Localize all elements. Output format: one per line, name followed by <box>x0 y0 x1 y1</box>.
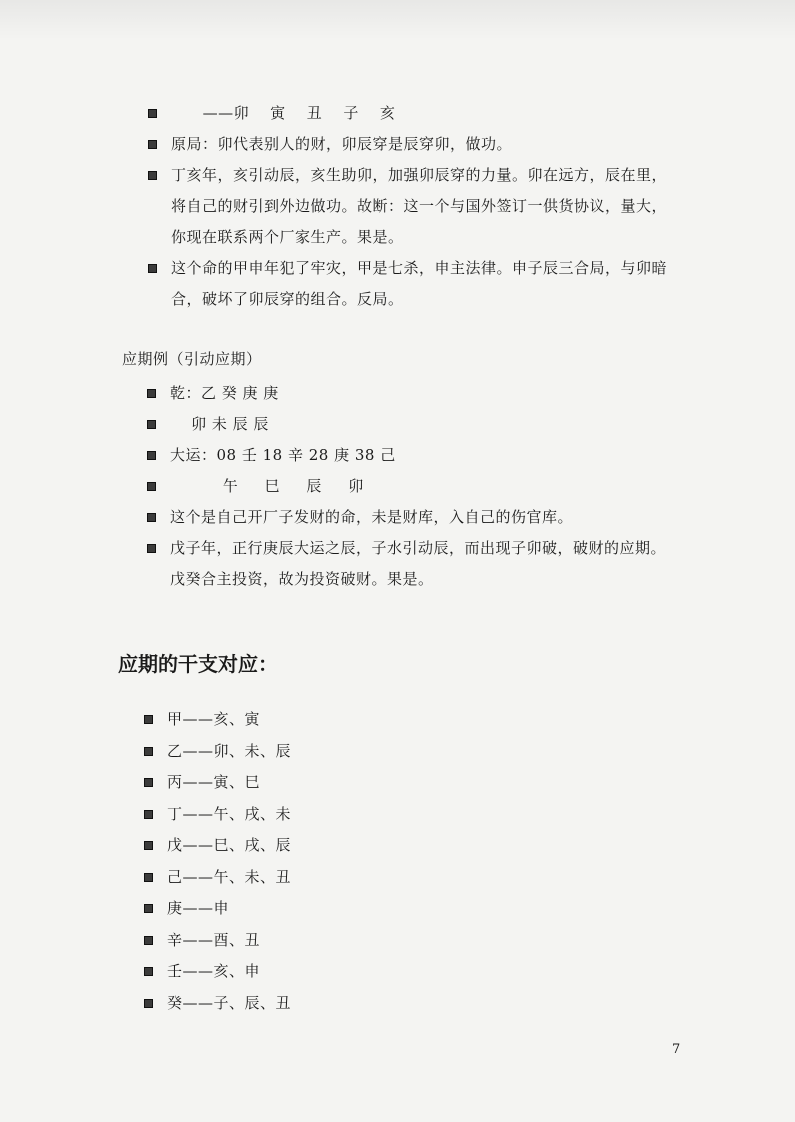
square-bullet-icon <box>147 389 156 398</box>
section-heading: 应期的干支对应： <box>118 652 278 676</box>
line-text: 原局：卯代表别人的财，卯辰穿是辰穿卯，做功。 <box>171 135 513 153</box>
list-item <box>148 129 708 160</box>
list-item <box>144 956 718 988</box>
square-bullet-icon <box>147 513 156 522</box>
square-bullet-icon <box>144 715 153 724</box>
scan-shadow <box>0 0 795 40</box>
square-bullet-icon <box>144 778 153 787</box>
square-bullet-icon <box>144 999 153 1008</box>
section-correspondence <box>118 650 718 1019</box>
list-item-continuation <box>147 564 722 595</box>
square-bullet-icon <box>148 171 157 180</box>
line-text: 将自己的财引到外边做功。故断：这一个与国外签订一供货协议，量大， <box>171 197 668 215</box>
list-item <box>144 830 718 862</box>
line-text: 大运：08 壬 18 辛 28 庚 38 己 <box>170 446 396 464</box>
square-bullet-icon <box>147 482 156 491</box>
list-item <box>144 767 718 799</box>
line-text: 你现在联系两个厂家生产。果是。 <box>171 228 404 246</box>
square-bullet-icon <box>144 747 153 756</box>
list-item-continuation <box>148 191 708 222</box>
section-example <box>122 348 722 595</box>
line-text: 这个命的甲申年犯了牢灾，甲是七杀，申主法律。申子辰三合局，与卯暗 <box>171 259 668 277</box>
list-item <box>148 253 708 284</box>
list-item <box>144 704 718 736</box>
list-item <box>144 736 718 768</box>
item-text: 庚——申 <box>167 899 230 917</box>
item-text: 丁——午、戌、未 <box>167 804 292 823</box>
item-text: 己——午、未、丑 <box>167 867 292 886</box>
square-bullet-icon <box>148 140 157 149</box>
list-item <box>148 98 708 129</box>
line-text: 卯 未 辰 辰 <box>170 415 269 433</box>
list-item <box>144 862 718 894</box>
line-text: 乾：乙 癸 庚 庚 <box>170 384 279 402</box>
square-bullet-icon <box>144 810 153 819</box>
list-item <box>147 471 722 502</box>
page-number: 7 <box>672 1042 681 1057</box>
list-item <box>147 378 722 409</box>
line-text: ——卯 寅 丑 子 亥 <box>171 104 396 122</box>
square-bullet-icon <box>147 420 156 429</box>
item-text: 壬——亥、申 <box>167 962 261 980</box>
item-text: 戊——巳、戌、辰 <box>167 836 292 854</box>
list-item <box>147 440 722 471</box>
square-bullet-icon <box>147 544 156 553</box>
item-text: 甲——亥、寅 <box>167 710 261 728</box>
list-item <box>144 893 718 925</box>
square-bullet-icon <box>148 264 157 273</box>
line-text: 午 巳 辰 卯 <box>170 477 364 495</box>
list-item <box>147 409 722 440</box>
square-bullet-icon <box>144 936 153 945</box>
line-text: 合，破坏了卯辰穿的组合。反局。 <box>171 290 404 308</box>
item-text: 丙——寅、巳 <box>167 773 261 791</box>
section-heading: 应期例（引动应期） <box>122 350 262 368</box>
section-case-1 <box>148 98 708 315</box>
line-text: 戊癸合主投资，故为投资破财。果是。 <box>170 570 434 588</box>
square-bullet-icon <box>144 841 153 850</box>
item-text: 癸——子、辰、丑 <box>167 993 292 1012</box>
list-item <box>144 925 718 957</box>
line-text: 这个是自己开厂子发财的命，未是财库，入自己的伤官库。 <box>170 508 574 526</box>
square-bullet-icon <box>144 873 153 882</box>
list-item <box>147 502 722 533</box>
list-item-continuation <box>148 222 708 253</box>
item-text: 辛——酉、丑 <box>167 930 261 949</box>
list-item <box>148 160 708 191</box>
square-bullet-icon <box>144 904 153 913</box>
list-item <box>147 533 722 564</box>
line-text: 戊子年，正行庚辰大运之辰，子水引动辰，而出现子卯破，破财的应期。 <box>170 539 667 557</box>
list-item <box>144 799 718 831</box>
square-bullet-icon <box>147 451 156 460</box>
list-item <box>144 988 718 1020</box>
item-text: 乙——卯、未、辰 <box>167 741 292 760</box>
square-bullet-icon <box>144 967 153 976</box>
list-item-continuation <box>148 284 708 315</box>
line-text: 丁亥年，亥引动辰，亥生助卯，加强卯辰穿的力量。卯在远方，辰在里， <box>171 166 668 184</box>
square-bullet-icon <box>148 109 157 118</box>
